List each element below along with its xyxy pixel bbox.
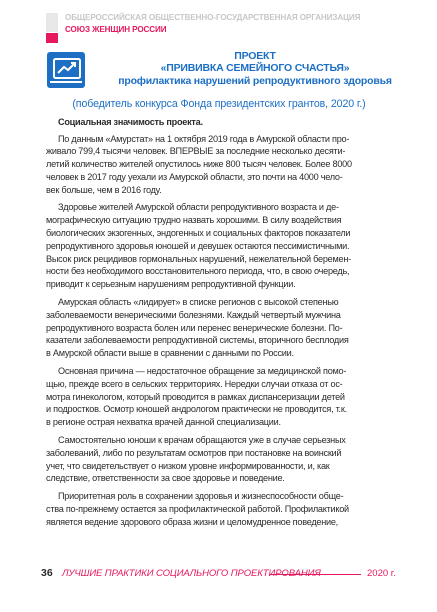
paragraph-line: век больше, чем в 2016 году. [46,184,162,195]
paragraph-line: биологических экзогенных, эндогенных и социальных факторов показатели [46,228,351,239]
paragraph-line: ства по-прежнему остается за профилактической работой. Профилактикой [46,504,349,515]
paragraph-line: приводит к серьезным нарушениям репродуктивной функции. [46,279,296,290]
paragraph-line: живало 799,4 тысячи человек. ВПЕРВЫЕ за последние несколько десяти- [46,146,346,157]
paragraph-line: мотра гинекологом, который проводится в рамках диспансеризации детей [46,391,345,402]
article-body [46,116,392,534]
org-logo-bar [46,13,58,32]
paragraph-line: учет, что свидетельствует о низком уровне информированности, и, как [46,460,330,471]
footer-title: ЛУЧШИЕ ПРАКТИКИ СОЦИАЛЬНОГО ПРОЕКТИРОВАНИЯ [62,568,321,579]
paragraph-line: Высок риск рецидивов гормональных нарушений, нежелательной беремен- [46,253,351,264]
paragraph-line: Приоритетная роль в сохранении здоровья и жизнеспособности обще- [58,491,344,502]
project-label: ПРОЕКТ [234,50,276,62]
org-name-line1: ОБЩЕРОССИЙСКАЯ ОБЩЕСТВЕННО-ГОСУДАРСТВЕННАЯ ОРГАНИЗАЦИЯ [65,13,361,22]
paragraph-line: Здоровье жителей Амурской области репродуктивного возраста и де- [58,202,339,213]
section-title: Социальная значимость проекта. [58,117,203,127]
paragraph-line: репродуктивного здоровья юношей и девушек остаются пессимистичными. [46,240,350,251]
paragraph [46,490,392,528]
paragraph-line: заболеваний, либо по результатам осмотров при постановке на воинский [46,447,342,458]
paragraph-list [46,133,392,529]
paragraph-line: Амурская область «лидирует» в списке регионов с высокой степенью [58,297,339,308]
paragraph-line: ности без необходимого восстановительного периода, что, в свою очередь, [46,266,350,277]
paragraph-line: Основная причина — недостаточное обращение за медицинской помо- [58,366,347,377]
paragraph [46,296,392,360]
chart-board-icon [46,51,86,89]
paragraph [46,201,392,291]
paragraph-line: казатели заболеваемости репродуктивной системы, вторичного бесплодия [46,335,349,346]
paragraph-line: следствие, ответственности за свое здоровье и поведение. [46,473,285,484]
paragraph-line: в регионе острая нехватка врачей данной специализации. [46,417,281,428]
paragraph [46,434,392,485]
project-winner-note: (победитель конкурса Фонда президентских грантов, 2020 г.) [72,98,366,110]
footer-year: 2020 г. [367,568,396,579]
paragraph [46,365,392,429]
paragraph-line: По данным «Амурстат» на 1 октября 2019 года в Амурской области про- [58,133,350,144]
project-name: «ПРИВИВКА СЕМЕЙНОГО СЧАСТЬЯ» [160,62,350,75]
paragraph-line: в Амурской области выше в сравнении с данными по России. [46,348,294,359]
paragraph-line: летий количество жителей опустилось ниже 800 тысяч человек. Более 8000 [46,159,352,170]
paragraph-line: Самостоятельно юноши к врачам обращаются уже в случае серьезных [58,435,346,446]
paragraph-line: мографическую ситуацию трудно назвать хорошими. В силу воздействия [46,215,342,226]
paragraph-line: и подростков. Осмотр юношей андрологом практически не проводится, т.к. [46,404,347,415]
paragraph-line: является ведение здорового образа жизни и целомудренное поведение, [46,516,338,527]
paragraph-line: человек в 2017 году уехали из Амурской области, это почти на 4000 чело- [46,171,343,182]
paragraph-line: заболеваемости венерическими болезнями. Каждый четвертый мужчина [46,309,341,320]
paragraph [46,133,392,197]
project-subtitle: профилактика нарушений репродуктивного здоровья [118,74,392,87]
org-name-line2: СОЮЗ ЖЕНЩИН РОССИИ [65,25,167,34]
footer-divider [270,574,361,575]
paragraph-line: репродуктивного возраста болен или перенес венерические болезни. По- [46,322,343,333]
page-number: 36 [41,567,53,579]
project-heading [90,50,420,87]
org-logo-accent [46,33,58,43]
paragraph-line: щью, прежде всего в сельских территориях. Нередки случаи отказа от ос- [46,378,343,389]
